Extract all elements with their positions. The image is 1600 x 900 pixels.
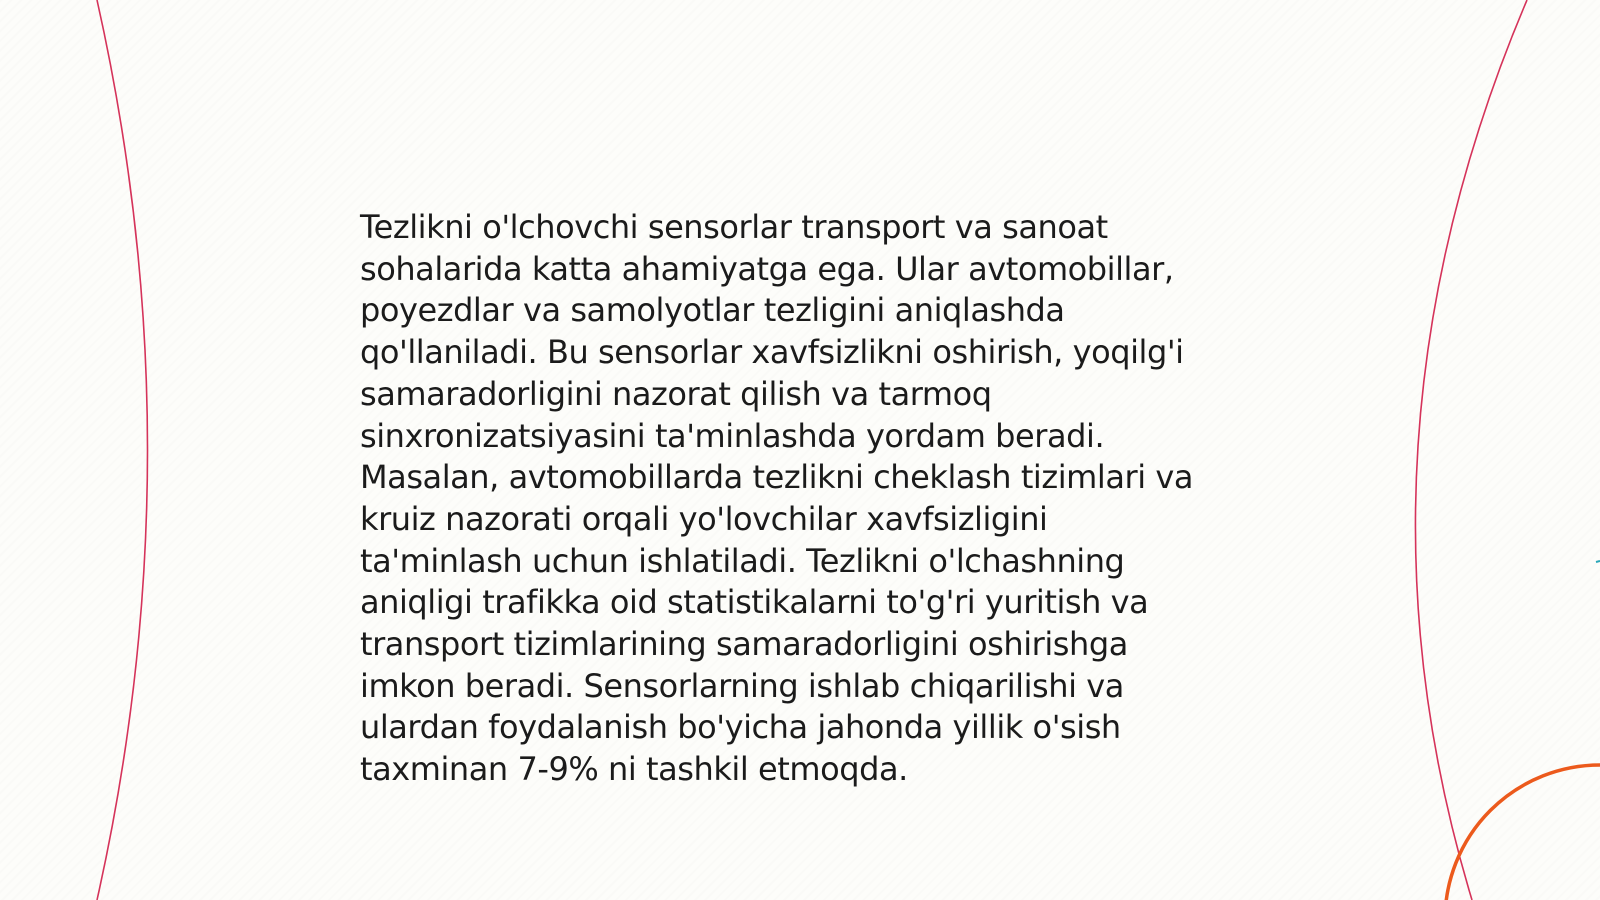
left-decorative-arc <box>97 0 148 900</box>
orange-decorative-circle <box>1445 765 1600 900</box>
slide-body-text: Tezlikni o'lchovchi sensorlar transport va sanoat sohalarida katta ahamiyatga ega. Ular avtomobillar, poyezdlar va samolyotlar tezligini aniqlashda qo'llaniladi. Bu sensorlar xavfsizlikni oshirish, yoqilg'i samaradorligini nazorat qilish va tarmoq sinxronizatsiyasini ta'minlashda yordam beradi. Masalan, avtomobillarda tezlikni cheklash tizimlari va kruiz nazorati orqali yo'lovchilar xavfsizligini ta'minlash uchun ishlatiladi. Tezlikni o'lchashning aniqligi trafikka oid statistikalarni to'g'ri yuritish va transport tizimlarining samaradorligini oshirishga imkon beradi. Sensorlarning ishlab chiqarilishi va ulardan foydalanish bo'yicha jahonda yillik o'sish taxminan 7-9% ni tashkil etmoqda. <box>360 208 1193 789</box>
right-decorative-arc <box>1415 0 1527 900</box>
teal-accent-mark <box>1596 561 1600 562</box>
